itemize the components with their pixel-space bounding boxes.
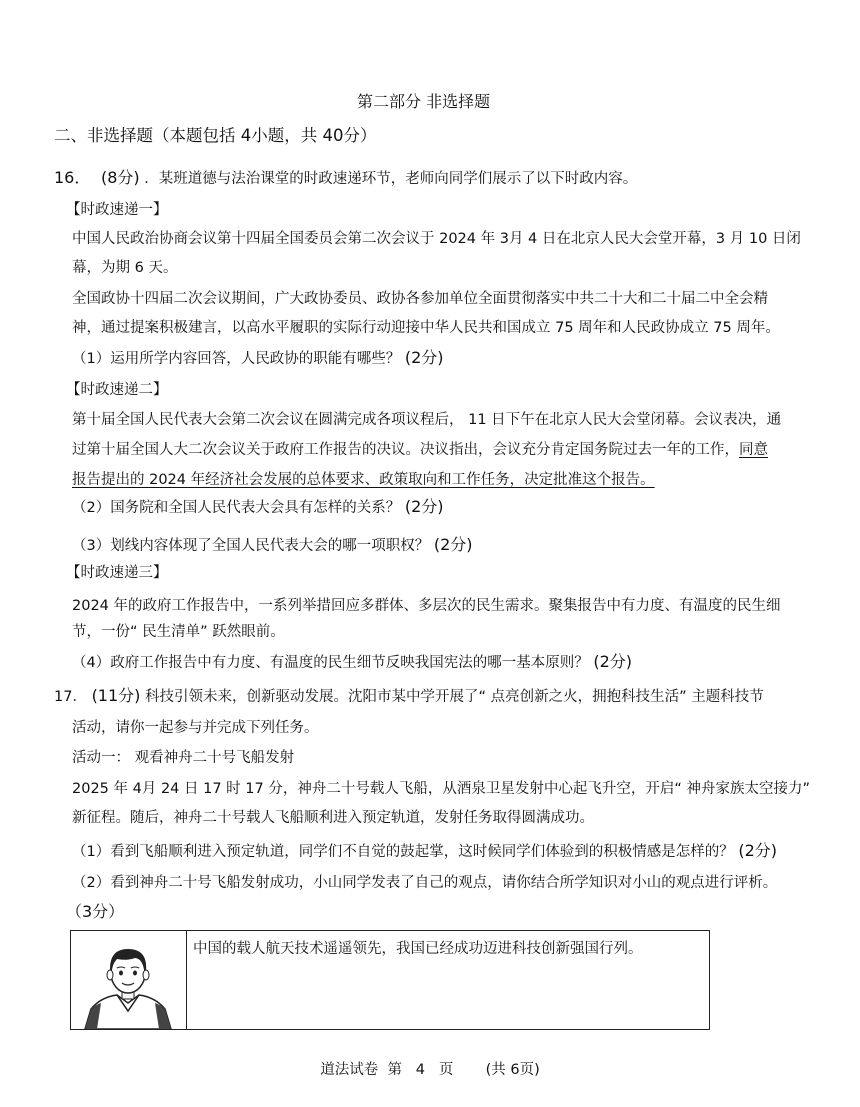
- q17-sub2-score: （3分）: [66, 902, 125, 921]
- q16-material2-line2-text: 过第十届全国人大二次会议关于政府工作报告的决议。决议指出，会议充分肯定国务院过去一年的工作，: [72, 442, 739, 458]
- speech-figure-box: [70, 930, 710, 1030]
- q16-material1-line1: 中国人民政治协商会议第十四届全国委员会第二次会议于 2024 年 3月 4 日在北京人民大会堂开幕，3 月 10 日闭: [72, 231, 801, 247]
- q16-sub3-text: （3）划线内容体现了全国人民代表大会的哪一项职权？: [72, 538, 430, 554]
- q16-sub4: [72, 652, 632, 673]
- q16-sub3-score: (2分): [433, 535, 473, 554]
- q16-score: (8分): [100, 168, 140, 187]
- q16-sub3: [72, 535, 473, 556]
- q17-sub1-score: (2分): [738, 841, 778, 860]
- q16-sub2-text: （2）国务院和全国人民代表大会具有怎样的关系？: [72, 500, 401, 516]
- q16-sub1-score: (2分): [404, 348, 444, 367]
- box-divider: [186, 931, 187, 1029]
- q16-material3-line2: 节，一份“ 民生清单” 跃然眼前。: [72, 624, 285, 640]
- q16-sub2-score: (2分): [404, 497, 444, 516]
- q17-stem-line2: 活动，请你一起参与并完成下列任务。: [72, 720, 319, 736]
- q17-sub1-text: （1）看到飞船顺利进入预定轨道，同学们不自觉的鼓起掌，这时候同学们体验到的积极情感是怎样的？: [72, 844, 734, 860]
- xiaoshan-speech: 中国的载人航天技术遥遥领先，我国已经成功迈进科技创新强国行列。: [193, 941, 643, 957]
- q16-material2-line3-underlined: 报告提出的 2024 年经济社会发展的总体要求、政策取向和工作任务，决定批准这个报告。: [72, 472, 655, 488]
- page-footer: 道法试卷 第 4 页 (共 6页): [320, 1062, 540, 1078]
- q16-material2-line1: 第十届全国人民代表大会第二次会议在圆满完成各项议程后， 11 日下午在北京人民大会堂闭幕。会议表决，通: [72, 412, 782, 428]
- q16-sub4-text: （4）政府工作报告中有力度、有温度的民生细节反映我国宪法的哪一基本原则？: [72, 655, 589, 671]
- q16-sub1: [72, 348, 444, 369]
- q16-underlined-start: 同意: [739, 442, 768, 458]
- part-title: 第二部分 非选择题: [357, 92, 491, 111]
- q16-material3-title: 【时政速递三】: [66, 565, 168, 581]
- q17-activity1-title: 活动一： 观看神舟二十号飞船发射: [72, 750, 295, 766]
- q16-sub4-score: (2分): [593, 652, 633, 671]
- student-avatar-illustration: [71, 931, 186, 1029]
- q16-material1-title: 【时政速递一】: [66, 202, 168, 218]
- q17-stem1: 科技引领未来，创新驱动发展。沈阳市某中学开展了“ 点亮创新之火，拥抱科技生活” 主题科技节: [145, 689, 764, 705]
- q16-material1-line4: 神，通过提案积极建言，以高水平履职的实际行动迎接中华人民共和国成立 75 周年和人民政协成立 75 周年。: [72, 320, 780, 336]
- q17-para-line2: 新征程。随后，神舟二十号载人飞船顺利进入预定轨道，发射任务取得圆满成功。: [72, 810, 594, 826]
- q17-stem-line1: [54, 686, 764, 707]
- section-title: 二、非选择题（本题包括 4小题，共 40分）: [54, 126, 377, 145]
- q16-number: 16．: [54, 168, 91, 187]
- q17-sub1: [72, 841, 777, 862]
- q16-material1-line2: 幕，为期 6 天。: [72, 260, 178, 276]
- q16-material1-line3: 全国政协十四届二次会议期间，广大政协委员、政协各参加单位全面贯彻落实中共二十大和二十届二中全会精: [72, 291, 768, 307]
- q16-stem-line: [54, 168, 637, 189]
- q17-sub2: （2）看到神舟二十号飞船发射成功，小山同学发表了自己的观点，请你结合所学知识对小山的观点进行评析。: [72, 875, 778, 891]
- q16-material2-title: 【时政速递二】: [66, 382, 168, 398]
- q16-stem: ．某班道德与法治课堂的时政速递环节，老师向同学们展示了以下时政内容。: [144, 171, 638, 187]
- q16-sub1-text: （1）运用所学内容回答，人民政协的职能有哪些？: [72, 351, 401, 367]
- q16-material2-line2: [72, 440, 768, 460]
- q17-number: 17．: [54, 689, 87, 705]
- q16-sub2: [72, 497, 444, 518]
- q16-material3-line1: 2024 年的政府工作报告中，一系列举措回应多群体、多层次的民生需求。聚集报告中有力度、有温度的民生细: [72, 598, 781, 614]
- q17-score: (11分): [91, 686, 141, 705]
- q17-para-line1: 2025 年 4月 24 日 17 时 17 分，神舟二十号载人飞船，从酒泉卫星发射中心起飞升空，开启“ 神舟家族太空接力”: [72, 781, 810, 797]
